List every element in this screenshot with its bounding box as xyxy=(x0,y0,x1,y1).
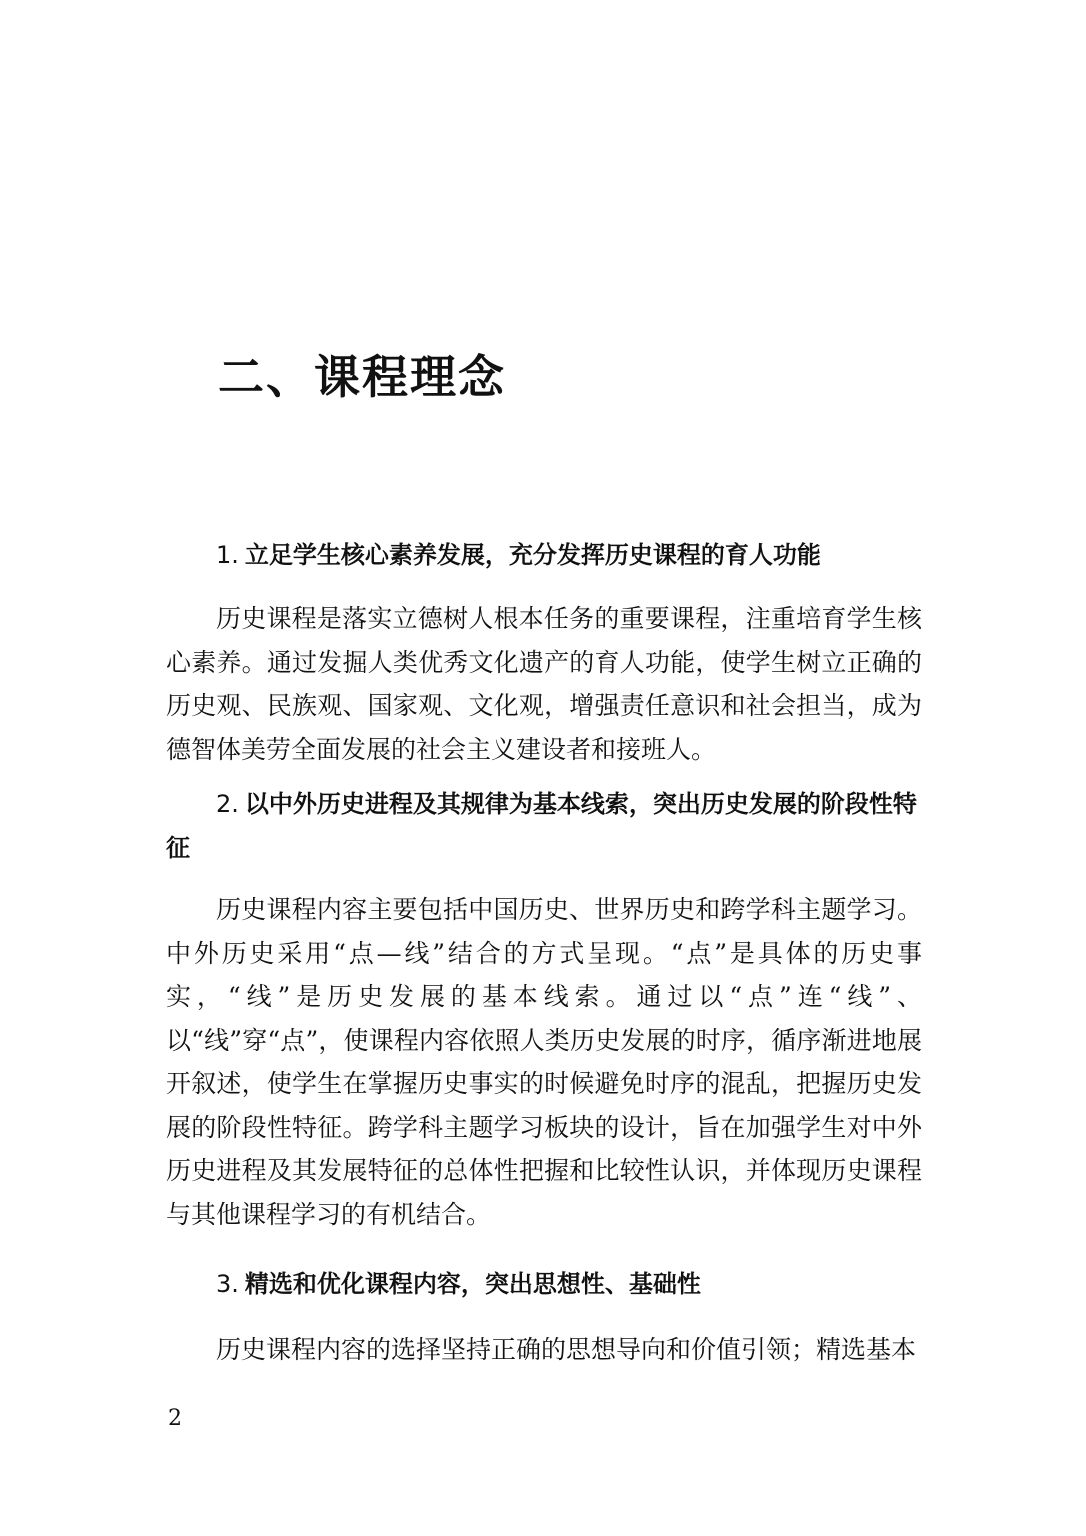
section-number-1: 1. xyxy=(216,541,239,569)
section-number-2: 2. xyxy=(216,790,239,818)
document-body xyxy=(166,533,922,1372)
section-paragraph-1: 历史课程是落实立德树人根本任务的重要课程，注重培育学生核心素养。通过发掘人类优秀文化遗产的育人功能，使学生树立正确的历史观、民族观、国家观、文化观，增强责任意识和社会担当，成为德智体美劳全面发展的社会主义建设者和接班人。 xyxy=(166,604,922,764)
page-number: 2 xyxy=(168,1406,182,1431)
section-heading-2 xyxy=(166,782,922,870)
section-paragraph-2: 历史课程内容主要包括中国历史、世界历史和跨学科主题学习。中外历史采用“点—线”结合的方式呈现。“点”是具体的历史事实，“线”是历史发展的基本线索。通过以“点”连“线”、以“线”穿“点”，使课程内容依照人类历史发展的时序，循序渐进地展开叙述，使学生在掌握历史事实的时候避免时序的混乱，把握历史发展的阶段性特征。跨学科主题学习板块的设计，旨在加强学生对中外历史进程及其发展特征的总体性把握和比较性认识，并体现历史课程与其他课程学习的有机结合。 xyxy=(166,895,922,1229)
section-title-3: 精选和优化课程内容，突出思想性、基础性 xyxy=(244,1270,701,1298)
section-paragraph-3: 历史课程内容的选择坚持正确的思想导向和价值引领；精选基本 xyxy=(216,1335,917,1364)
section-title-1: 立足学生核心素养发展，充分发挥历史课程的育人功能 xyxy=(244,541,821,569)
section-heading-3 xyxy=(166,1262,922,1306)
section-title-2: 以中外历史进程及其规律为基本线索，突出历史发展的阶段性特征 xyxy=(166,790,917,862)
section-heading-1 xyxy=(166,533,922,577)
section-number-3: 3. xyxy=(216,1270,239,1298)
chapter-title: 二、课程理念 xyxy=(218,350,506,404)
